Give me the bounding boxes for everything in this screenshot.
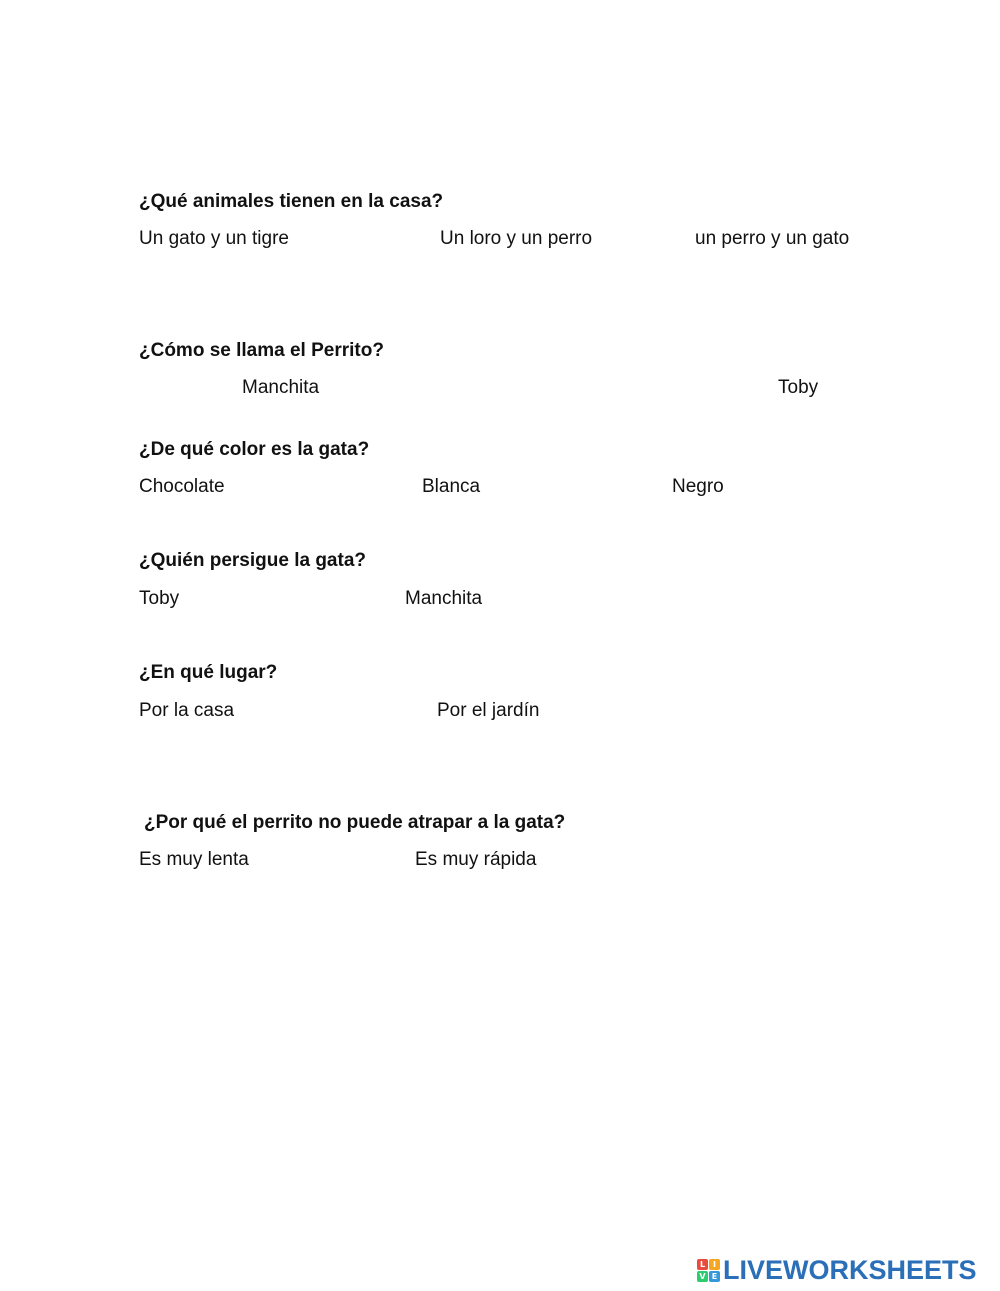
- logo-tile-i: I: [709, 1259, 720, 1270]
- logo-tile-l: L: [697, 1259, 708, 1270]
- liveworksheets-logo-icon: [697, 1259, 720, 1282]
- question-6: ¿Por qué el perrito no puede atrapar a la gata?: [144, 812, 566, 833]
- q4-option-2[interactable]: Manchita: [405, 588, 483, 609]
- logo-tile-e: E: [709, 1271, 720, 1282]
- q6-option-2[interactable]: Es muy rápida: [415, 849, 537, 870]
- question-5: ¿En qué lugar?: [139, 662, 278, 683]
- q6-option-1[interactable]: Es muy lenta: [139, 849, 249, 870]
- q3-option-3[interactable]: Negro: [672, 476, 724, 497]
- liveworksheets-logo-text: LIVEWORKSHEETS: [723, 1255, 977, 1285]
- q4-option-1[interactable]: Toby: [139, 588, 180, 609]
- logo-tile-v: V: [697, 1271, 708, 1282]
- q5-option-2[interactable]: Por el jardín: [437, 700, 540, 721]
- q3-option-2[interactable]: Blanca: [422, 476, 481, 497]
- q3-option-1[interactable]: Chocolate: [139, 476, 225, 497]
- question-1: ¿Qué animales tienen en la casa?: [139, 191, 444, 212]
- q1-option-2[interactable]: Un loro y un perro: [440, 228, 593, 249]
- q1-option-1[interactable]: Un gato y un tigre: [139, 228, 289, 249]
- q2-option-1[interactable]: Manchita: [242, 377, 320, 398]
- question-2: ¿Cómo se llama el Perrito?: [139, 340, 384, 361]
- question-4: ¿Quién persigue la gata?: [139, 550, 366, 571]
- liveworksheets-logo: [697, 1255, 977, 1285]
- q5-option-1[interactable]: Por la casa: [139, 700, 235, 721]
- q2-option-2[interactable]: Toby: [778, 377, 819, 398]
- question-3: ¿De qué color es la gata?: [139, 439, 370, 460]
- q1-option-3[interactable]: un perro y un gato: [695, 228, 850, 249]
